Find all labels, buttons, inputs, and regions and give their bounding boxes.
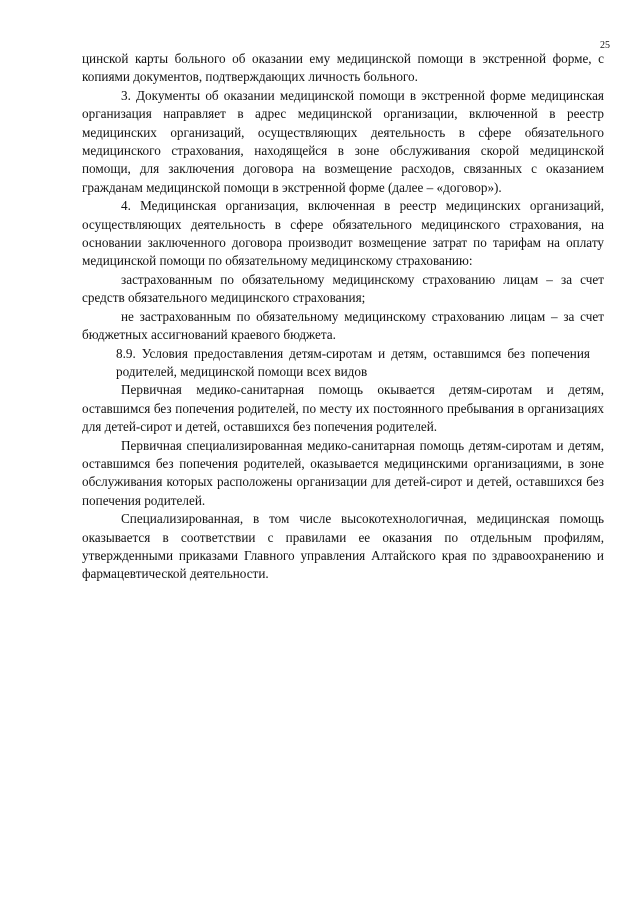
paragraph-specialized-primary-care: Первичная специализированная медико-санитарная помощь детям-сиротам и детям, оставшимся без попечения родителей, оказывается медицинскими организациями, в зоне обслуживания которых расположены организации для детей-сирот и детей, оставшихся без попечения родителей. <box>82 437 604 508</box>
paragraph-uninsured: не застрахованным по обязательному медицинскому страхованию лицам – за счет бюджетных ассигнований краевого бюджета. <box>82 308 604 343</box>
section-title: 8.9. Условия предоставления детям-сиротам и детям, оставшимся без попечения родителей, медицинской помощи всех видов <box>116 345 590 379</box>
paragraph-primary-care: Первичная медико-санитарная помощь окывается детям-сиротам и детям, оставшимся без попечения родителей, по месту их постоянного пребывания в организациях для детей-сирот и детей, оставшихся без попечения родителей. <box>82 382 604 435</box>
paragraph-high-tech-care: Специализированная, в том числе высокотехнологичная, медицинская помощь оказывается в соответствии с правилами ее оказания по отдельным профилям, утвержденными приказами Главного управления Алтайского края по здравоохранению и фармацевтической деятельности. <box>82 511 604 582</box>
page-number: 25 <box>600 40 610 51</box>
paragraph-continuation: цинской карты больного об оказании ему медицинской помощи в экстренной форме, с копиями документов, подтверждающих личность больного. <box>82 51 604 85</box>
paragraph-item-3: 3. Документы об оказании медицинской помощи в экстренной форме медицинская организация направляет в адрес медицинской организации, включенной в реестр медицинских организаций, осуществляющих деятельность в сфере обязательного медицинского страхования, находящейся в зоне обслуживания скорой медицинской помощи, для заключения договора на возмещение расходов, связанных с оказанием гражданам медицинской помощи в экстренной форме (далее – «договор»). <box>82 87 604 195</box>
paragraph-item-4: 4. Медицинская организация, включенная в реестр медицинских организаций, осуществляющих деятельность в сфере обязательного медицинского страхования, на основании заключенного договора производит возмещение затрат по тарифам на оплату медицинской помощи по обязательному медицинскому страхованию: <box>82 198 604 269</box>
paragraph-insured: застрахованным по обязательному медицинскому страхованию лицам – за счет средств обязательного медицинского страхования; <box>82 271 604 306</box>
document-body <box>82 50 604 584</box>
